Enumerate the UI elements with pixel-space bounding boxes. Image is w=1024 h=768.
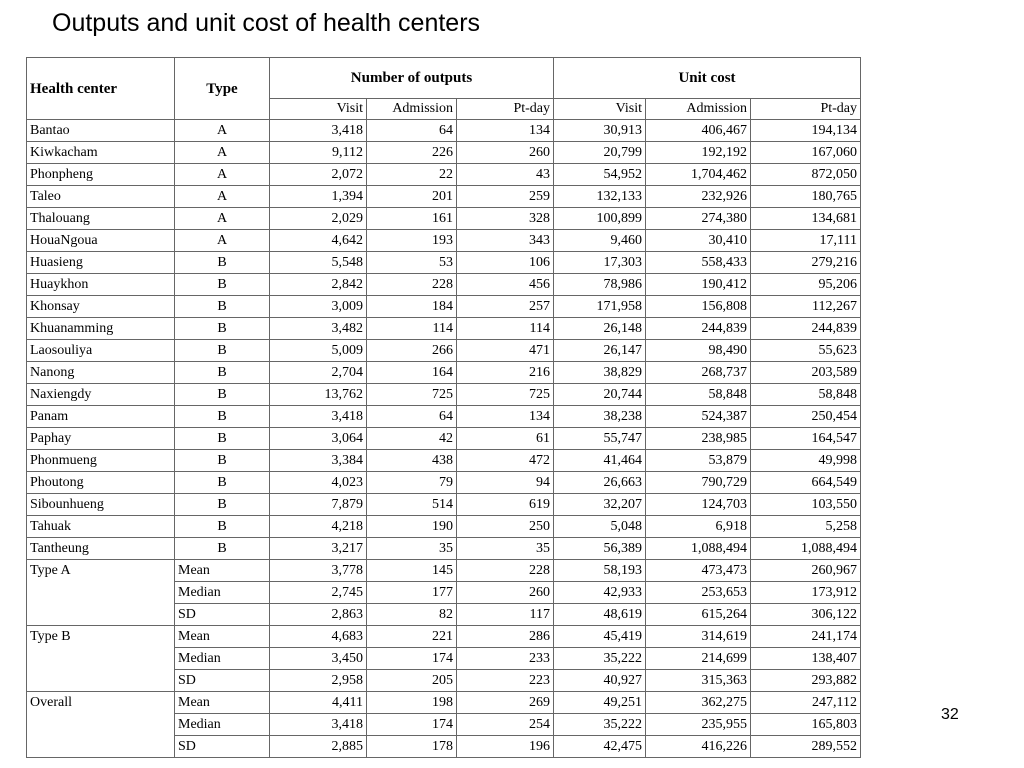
type-cell: B	[175, 318, 270, 340]
table-row	[27, 362, 861, 384]
value-cell: 259	[457, 186, 554, 208]
value-cell: 619	[457, 494, 554, 516]
value-cell: 226	[367, 142, 457, 164]
health-center-name: Huasieng	[27, 252, 175, 274]
value-cell: 138,407	[751, 648, 861, 670]
value-cell: 4,411	[270, 692, 367, 714]
value-cell: 228	[367, 274, 457, 296]
page-title: Outputs and unit cost of health centers	[52, 9, 481, 37]
value-cell: 35	[367, 538, 457, 560]
subheader-pt-day: Pt-day	[751, 99, 861, 120]
table-row	[27, 274, 861, 296]
summary-group-label	[27, 670, 175, 692]
value-cell: 79	[367, 472, 457, 494]
type-cell: B	[175, 538, 270, 560]
value-cell: 223	[457, 670, 554, 692]
value-cell: 471	[457, 340, 554, 362]
value-cell: 180,765	[751, 186, 861, 208]
value-cell: 4,023	[270, 472, 367, 494]
value-cell: 2,704	[270, 362, 367, 384]
value-cell: 3,009	[270, 296, 367, 318]
header-type: Type	[175, 58, 270, 120]
table-row	[27, 494, 861, 516]
summary-row	[27, 582, 861, 604]
statistic-label: SD	[175, 604, 270, 626]
type-cell: B	[175, 406, 270, 428]
value-cell: 54,952	[554, 164, 646, 186]
value-cell: 2,745	[270, 582, 367, 604]
value-cell: 250	[457, 516, 554, 538]
value-cell: 17,111	[751, 230, 861, 252]
value-cell: 164	[367, 362, 457, 384]
subheader-admission: Admission	[646, 99, 751, 120]
value-cell: 61	[457, 428, 554, 450]
value-cell: 20,744	[554, 384, 646, 406]
header-unit-cost: Unit cost	[554, 58, 861, 99]
subheader-pt-day: Pt-day	[457, 99, 554, 120]
value-cell: 6,918	[646, 516, 751, 538]
value-cell: 171,958	[554, 296, 646, 318]
health-center-name: Phonpheng	[27, 164, 175, 186]
value-cell: 203,589	[751, 362, 861, 384]
value-cell: 58,848	[751, 384, 861, 406]
value-cell: 134,681	[751, 208, 861, 230]
value-cell: 233	[457, 648, 554, 670]
value-cell: 193	[367, 230, 457, 252]
value-cell: 228	[457, 560, 554, 582]
value-cell: 244,839	[646, 318, 751, 340]
value-cell: 100,899	[554, 208, 646, 230]
value-cell: 106	[457, 252, 554, 274]
value-cell: 286	[457, 626, 554, 648]
value-cell: 20,799	[554, 142, 646, 164]
summary-group-label: Overall	[27, 692, 175, 714]
summary-group-label	[27, 714, 175, 736]
statistic-label: Mean	[175, 692, 270, 714]
value-cell: 232,926	[646, 186, 751, 208]
value-cell: 406,467	[646, 120, 751, 142]
health-center-name: Sibounhueng	[27, 494, 175, 516]
page-number: 32	[941, 706, 959, 723]
value-cell: 35	[457, 538, 554, 560]
table-row	[27, 384, 861, 406]
summary-row	[27, 648, 861, 670]
value-cell: 114	[367, 318, 457, 340]
type-cell: B	[175, 296, 270, 318]
table-row	[27, 252, 861, 274]
value-cell: 524,387	[646, 406, 751, 428]
value-cell: 2,885	[270, 736, 367, 758]
type-cell: A	[175, 120, 270, 142]
value-cell: 214,699	[646, 648, 751, 670]
table-row	[27, 230, 861, 252]
summary-row	[27, 670, 861, 692]
value-cell: 5,258	[751, 516, 861, 538]
subheader-visit: Visit	[270, 99, 367, 120]
type-cell: B	[175, 340, 270, 362]
value-cell: 2,958	[270, 670, 367, 692]
value-cell: 3,418	[270, 714, 367, 736]
value-cell: 98,490	[646, 340, 751, 362]
value-cell: 216	[457, 362, 554, 384]
type-cell: B	[175, 472, 270, 494]
value-cell: 266	[367, 340, 457, 362]
table-row	[27, 318, 861, 340]
value-cell: 30,410	[646, 230, 751, 252]
value-cell: 872,050	[751, 164, 861, 186]
value-cell: 250,454	[751, 406, 861, 428]
value-cell: 35,222	[554, 648, 646, 670]
value-cell: 244,839	[751, 318, 861, 340]
value-cell: 9,112	[270, 142, 367, 164]
value-cell: 201	[367, 186, 457, 208]
type-cell: B	[175, 516, 270, 538]
value-cell: 192,192	[646, 142, 751, 164]
value-cell: 253,653	[646, 582, 751, 604]
value-cell: 53,879	[646, 450, 751, 472]
value-cell: 103,550	[751, 494, 861, 516]
value-cell: 238,985	[646, 428, 751, 450]
table-row	[27, 186, 861, 208]
value-cell: 30,913	[554, 120, 646, 142]
value-cell: 194,134	[751, 120, 861, 142]
value-cell: 257	[457, 296, 554, 318]
value-cell: 289,552	[751, 736, 861, 758]
value-cell: 134	[457, 406, 554, 428]
value-cell: 42	[367, 428, 457, 450]
table-row	[27, 428, 861, 450]
summary-row	[27, 604, 861, 626]
value-cell: 306,122	[751, 604, 861, 626]
value-cell: 3,217	[270, 538, 367, 560]
summary-group-label: Type A	[27, 560, 175, 582]
value-cell: 42,933	[554, 582, 646, 604]
value-cell: 362,275	[646, 692, 751, 714]
table-row	[27, 164, 861, 186]
health-center-name: Kiwkacham	[27, 142, 175, 164]
value-cell: 56,389	[554, 538, 646, 560]
value-cell: 167,060	[751, 142, 861, 164]
value-cell: 156,808	[646, 296, 751, 318]
value-cell: 117	[457, 604, 554, 626]
value-cell: 343	[457, 230, 554, 252]
value-cell: 260	[457, 142, 554, 164]
value-cell: 7,879	[270, 494, 367, 516]
value-cell: 268,737	[646, 362, 751, 384]
summary-row	[27, 692, 861, 714]
health-center-name: Bantao	[27, 120, 175, 142]
summary-row	[27, 626, 861, 648]
table-row	[27, 142, 861, 164]
value-cell: 190	[367, 516, 457, 538]
value-cell: 514	[367, 494, 457, 516]
value-cell: 254	[457, 714, 554, 736]
summary-group-label: Type B	[27, 626, 175, 648]
value-cell: 456	[457, 274, 554, 296]
value-cell: 473,473	[646, 560, 751, 582]
subheader-visit: Visit	[554, 99, 646, 120]
health-center-name: Khonsay	[27, 296, 175, 318]
value-cell: 53	[367, 252, 457, 274]
value-cell: 124,703	[646, 494, 751, 516]
value-cell: 26,148	[554, 318, 646, 340]
health-center-name: Taleo	[27, 186, 175, 208]
statistic-label: Mean	[175, 626, 270, 648]
value-cell: 55,747	[554, 428, 646, 450]
value-cell: 260,967	[751, 560, 861, 582]
value-cell: 174	[367, 714, 457, 736]
statistic-label: Mean	[175, 560, 270, 582]
value-cell: 1,704,462	[646, 164, 751, 186]
type-cell: A	[175, 230, 270, 252]
health-center-name: Nanong	[27, 362, 175, 384]
value-cell: 198	[367, 692, 457, 714]
value-cell: 112,267	[751, 296, 861, 318]
value-cell: 64	[367, 406, 457, 428]
table-row	[27, 296, 861, 318]
statistic-label: SD	[175, 736, 270, 758]
value-cell: 790,729	[646, 472, 751, 494]
value-cell: 472	[457, 450, 554, 472]
statistic-label: SD	[175, 670, 270, 692]
value-cell: 1,088,494	[751, 538, 861, 560]
value-cell: 3,778	[270, 560, 367, 582]
value-cell: 4,218	[270, 516, 367, 538]
value-cell: 3,064	[270, 428, 367, 450]
statistic-label: Median	[175, 714, 270, 736]
value-cell: 3,418	[270, 120, 367, 142]
value-cell: 9,460	[554, 230, 646, 252]
health-center-name: Phoutong	[27, 472, 175, 494]
summary-row	[27, 714, 861, 736]
value-cell: 164,547	[751, 428, 861, 450]
value-cell: 35,222	[554, 714, 646, 736]
subheader-admission: Admission	[367, 99, 457, 120]
value-cell: 2,029	[270, 208, 367, 230]
value-cell: 416,226	[646, 736, 751, 758]
value-cell: 94	[457, 472, 554, 494]
value-cell: 328	[457, 208, 554, 230]
value-cell: 4,683	[270, 626, 367, 648]
value-cell: 161	[367, 208, 457, 230]
value-cell: 134	[457, 120, 554, 142]
header-number-of-outputs: Number of outputs	[270, 58, 554, 99]
value-cell: 205	[367, 670, 457, 692]
value-cell: 241,174	[751, 626, 861, 648]
value-cell: 3,482	[270, 318, 367, 340]
value-cell: 38,238	[554, 406, 646, 428]
value-cell: 615,264	[646, 604, 751, 626]
type-cell: B	[175, 362, 270, 384]
value-cell: 42,475	[554, 736, 646, 758]
value-cell: 45,419	[554, 626, 646, 648]
summary-group-label	[27, 604, 175, 626]
table-row	[27, 516, 861, 538]
type-cell: A	[175, 208, 270, 230]
value-cell: 145	[367, 560, 457, 582]
value-cell: 55,623	[751, 340, 861, 362]
value-cell: 174	[367, 648, 457, 670]
table-row	[27, 120, 861, 142]
value-cell: 95,206	[751, 274, 861, 296]
value-cell: 3,384	[270, 450, 367, 472]
value-cell: 279,216	[751, 252, 861, 274]
type-cell: B	[175, 274, 270, 296]
value-cell: 114	[457, 318, 554, 340]
value-cell: 26,663	[554, 472, 646, 494]
value-cell: 314,619	[646, 626, 751, 648]
type-cell: B	[175, 252, 270, 274]
health-center-name: Huaykhon	[27, 274, 175, 296]
value-cell: 49,998	[751, 450, 861, 472]
value-cell: 58,848	[646, 384, 751, 406]
type-cell: A	[175, 186, 270, 208]
summary-group-label	[27, 736, 175, 758]
value-cell: 64	[367, 120, 457, 142]
value-cell: 48,619	[554, 604, 646, 626]
statistic-label: Median	[175, 648, 270, 670]
type-cell: A	[175, 142, 270, 164]
health-center-name: Tahuak	[27, 516, 175, 538]
table-row	[27, 340, 861, 362]
value-cell: 196	[457, 736, 554, 758]
summary-group-label	[27, 648, 175, 670]
value-cell: 4,642	[270, 230, 367, 252]
value-cell: 2,072	[270, 164, 367, 186]
summary-row	[27, 560, 861, 582]
value-cell: 438	[367, 450, 457, 472]
health-center-name: Laosouliya	[27, 340, 175, 362]
value-cell: 3,450	[270, 648, 367, 670]
value-cell: 293,882	[751, 670, 861, 692]
table-row	[27, 450, 861, 472]
value-cell: 664,549	[751, 472, 861, 494]
value-cell: 184	[367, 296, 457, 318]
health-center-name: Paphay	[27, 428, 175, 450]
value-cell: 190,412	[646, 274, 751, 296]
value-cell: 165,803	[751, 714, 861, 736]
value-cell: 315,363	[646, 670, 751, 692]
health-center-name: Naxiengdy	[27, 384, 175, 406]
value-cell: 38,829	[554, 362, 646, 384]
header-row	[27, 58, 861, 99]
value-cell: 725	[367, 384, 457, 406]
value-cell: 274,380	[646, 208, 751, 230]
value-cell: 2,863	[270, 604, 367, 626]
value-cell: 260	[457, 582, 554, 604]
value-cell: 49,251	[554, 692, 646, 714]
health-center-name: Panam	[27, 406, 175, 428]
value-cell: 221	[367, 626, 457, 648]
value-cell: 5,009	[270, 340, 367, 362]
value-cell: 247,112	[751, 692, 861, 714]
value-cell: 5,548	[270, 252, 367, 274]
value-cell: 3,418	[270, 406, 367, 428]
value-cell: 1,394	[270, 186, 367, 208]
type-cell: B	[175, 450, 270, 472]
value-cell: 269	[457, 692, 554, 714]
health-center-name: Phonmueng	[27, 450, 175, 472]
value-cell: 558,433	[646, 252, 751, 274]
value-cell: 78,986	[554, 274, 646, 296]
value-cell: 5,048	[554, 516, 646, 538]
type-cell: A	[175, 164, 270, 186]
health-center-name: Tantheung	[27, 538, 175, 560]
value-cell: 82	[367, 604, 457, 626]
health-center-table	[26, 57, 861, 758]
value-cell: 177	[367, 582, 457, 604]
table-row	[27, 208, 861, 230]
value-cell: 26,147	[554, 340, 646, 362]
value-cell: 43	[457, 164, 554, 186]
value-cell: 17,303	[554, 252, 646, 274]
value-cell: 178	[367, 736, 457, 758]
value-cell: 41,464	[554, 450, 646, 472]
type-cell: B	[175, 428, 270, 450]
table-row	[27, 538, 861, 560]
value-cell: 1,088,494	[646, 538, 751, 560]
health-center-name: HouaNgoua	[27, 230, 175, 252]
table-row	[27, 406, 861, 428]
value-cell: 725	[457, 384, 554, 406]
value-cell: 13,762	[270, 384, 367, 406]
type-cell: B	[175, 384, 270, 406]
statistic-label: Median	[175, 582, 270, 604]
header-health-center: Health center	[27, 58, 175, 120]
value-cell: 2,842	[270, 274, 367, 296]
health-center-name: Khuanamming	[27, 318, 175, 340]
value-cell: 40,927	[554, 670, 646, 692]
summary-row	[27, 736, 861, 758]
type-cell: B	[175, 494, 270, 516]
value-cell: 32,207	[554, 494, 646, 516]
value-cell: 173,912	[751, 582, 861, 604]
health-center-name: Thalouang	[27, 208, 175, 230]
summary-group-label	[27, 582, 175, 604]
value-cell: 58,193	[554, 560, 646, 582]
table-row	[27, 472, 861, 494]
value-cell: 132,133	[554, 186, 646, 208]
value-cell: 22	[367, 164, 457, 186]
value-cell: 235,955	[646, 714, 751, 736]
